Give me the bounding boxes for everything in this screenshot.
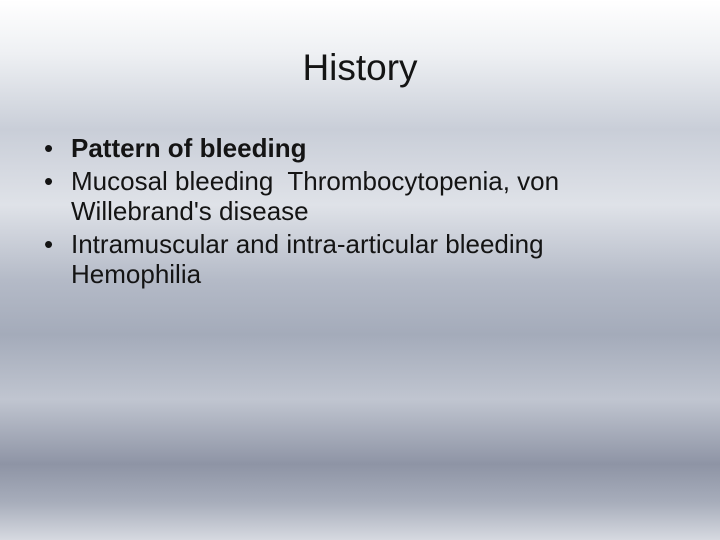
- bullet-list: [44, 133, 684, 292]
- bullet-item-mucosal: [44, 166, 684, 226]
- bullet-item-pattern: [44, 133, 684, 163]
- bullet-lead-text: Intramuscular and intra-articular bleeding: [71, 229, 544, 259]
- bullet-lead-text: Mucosal bleeding: [71, 166, 274, 196]
- bullet-text: Pattern of bleeding: [71, 133, 307, 163]
- bullet-dot-icon: •: [44, 133, 54, 163]
- bullet-detail-text: Hemophilia: [71, 259, 202, 289]
- bullet-detail-text: Thrombocytopenia, von Willebrand's disease: [71, 166, 560, 226]
- bullet-dot-icon: •: [44, 229, 54, 259]
- slide-title: History: [302, 47, 418, 88]
- bullet-item-intramuscular: [44, 229, 684, 289]
- bullet-dot-icon: •: [44, 166, 54, 196]
